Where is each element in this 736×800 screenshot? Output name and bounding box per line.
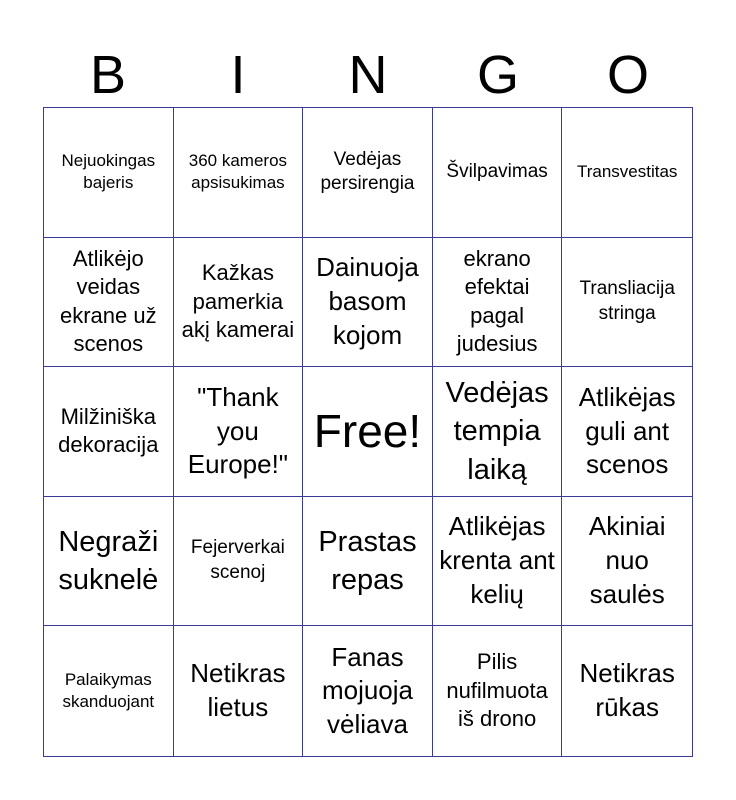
bingo-cell-text: Palaikymas skanduojant xyxy=(62,670,155,712)
bingo-cell[interactable] xyxy=(562,367,692,497)
header-letter-b: B xyxy=(89,45,127,105)
bingo-cell[interactable] xyxy=(562,238,692,368)
bingo-cell-text: Vedėjas persirengia xyxy=(320,148,415,195)
bingo-cell[interactable] xyxy=(174,626,304,756)
bingo-cell-text: Pilis nufilmuota iš drono xyxy=(446,649,548,732)
header-letter-o: O xyxy=(606,45,649,105)
bingo-header xyxy=(43,42,693,108)
bingo-cell[interactable] xyxy=(174,108,304,238)
bingo-cell[interactable] xyxy=(44,626,174,756)
bingo-cell-text: Atlikėjas krenta ant kelių xyxy=(439,511,555,609)
header-letter-g: G xyxy=(476,45,519,105)
bingo-cell[interactable] xyxy=(44,497,174,627)
bingo-cell[interactable] xyxy=(433,497,563,627)
free-space-cell[interactable] xyxy=(303,367,433,497)
bingo-cell[interactable] xyxy=(562,108,692,238)
bingo-cell[interactable] xyxy=(44,238,174,368)
bingo-cell-text: Švilpavimas xyxy=(446,160,548,182)
bingo-cell[interactable] xyxy=(174,238,304,368)
bingo-cell-text: Netikras rūkas xyxy=(579,658,675,723)
bingo-cell-text: Kažkas pamerkia akį kamerai xyxy=(181,260,295,343)
bingo-cell-text: "Thank you Europe!" xyxy=(187,381,289,480)
bingo-cell[interactable] xyxy=(303,238,433,368)
bingo-cell[interactable] xyxy=(303,108,433,238)
bingo-cell-text: Vedėjas tempia laiką xyxy=(445,377,549,486)
header-letter-n: N xyxy=(348,45,388,105)
header-letter-i: I xyxy=(230,45,246,105)
bingo-cell-text: Atlikėjas guli ant scenos xyxy=(578,381,676,480)
bingo-cell-text: Dainuoja basom kojom xyxy=(316,252,419,350)
bingo-cell-text: Milžiniška dekoracija xyxy=(58,403,159,458)
bingo-cell-text: Fanas mojuoja vėliava xyxy=(321,641,414,740)
bingo-cell[interactable] xyxy=(562,497,692,627)
bingo-cell-text: ekrano efektai pagal judesius xyxy=(456,245,538,357)
bingo-cell[interactable] xyxy=(433,108,563,238)
bingo-cell[interactable] xyxy=(303,626,433,756)
bingo-cell[interactable] xyxy=(44,108,174,238)
bingo-cell[interactable] xyxy=(433,367,563,497)
bingo-cell[interactable] xyxy=(562,626,692,756)
bingo-cell[interactable] xyxy=(174,497,304,627)
bingo-cell[interactable] xyxy=(433,626,563,756)
bingo-cell-text: Transliacija stringa xyxy=(579,278,675,324)
bingo-cell-text: 360 kameros apsisukimas xyxy=(188,151,288,193)
bingo-card xyxy=(43,107,693,757)
bingo-cell-text: Nejuokingas bajeris xyxy=(61,151,156,193)
bingo-cell-text: Negraži suknelė xyxy=(58,525,159,597)
bingo-cell-text: Transvestitas xyxy=(576,162,678,182)
bingo-cell-text: Fejerverkai scenoj xyxy=(190,537,285,584)
bingo-cell-text: Netikras lietus xyxy=(190,658,286,723)
bingo-cell-text: Atlikėjo veidas ekrane už scenos xyxy=(59,245,157,357)
bingo-cell-text: Akiniai nuo saulės xyxy=(588,511,666,609)
bingo-cell-text: Prastas repas xyxy=(318,525,417,597)
bingo-cell[interactable] xyxy=(303,497,433,627)
bingo-cell[interactable] xyxy=(433,238,563,368)
bingo-cell[interactable] xyxy=(174,367,304,497)
free-space-text: Free! xyxy=(313,404,422,457)
bingo-cell[interactable] xyxy=(44,367,174,497)
